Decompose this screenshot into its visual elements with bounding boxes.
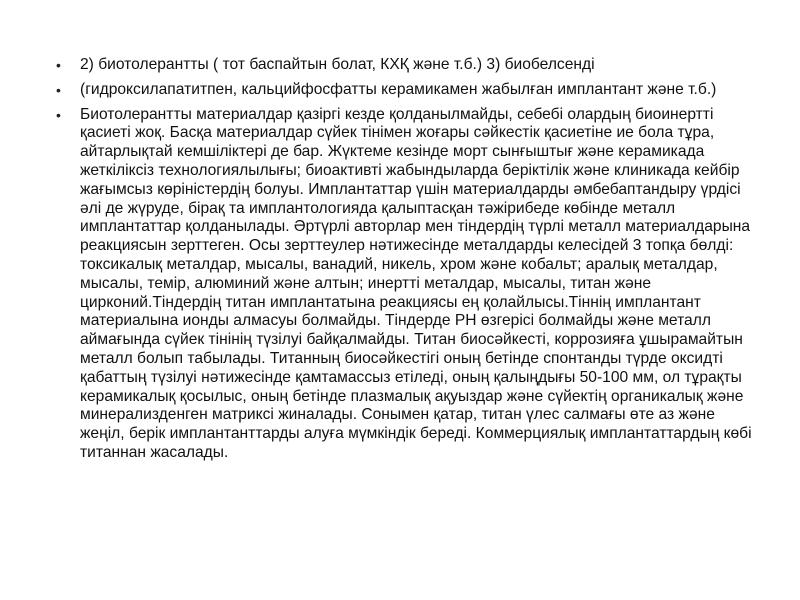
bullet-item — [56, 56, 756, 75]
bullet-list — [56, 56, 756, 469]
bullet-dot-icon: • — [56, 106, 61, 123]
bullet-dot-icon: • — [56, 57, 61, 73]
bullet-text: Биотолерантты материалдар қазіргі кезде қолданылмайды, себебі олардың биоинертті қасиеті жоқ. Басқа материалдар сүйек тінімен жоғары сәйкестік қасиетіне ие бола тұра, айтарлықтай кемшіліктері де бар. Жүктеме кезінде морт сынғыштығ және керамикада жеткіліксіз технологиялылығы; биоактивті жабындыларда беріктілік және клиникада кейбір жағымсыз көріністердің болуы. Имплантаттар үшін материалдарды әмбебаптандыру үрдісі әлі де жүруде, бірақ та имплантологияда қалыптасқан тәжірибеде көбінде металл имплантаттар қолданылады. Әртүрлі авторлар мен тіндердің түрлі металл материалдарына реакциясын зерттеген. Осы зерттеулер нәтижесінде металдарды келесідей 3 топқа бөлді: токсикалық металдар, мысалы, ванадий, никель, хром және кобальт; аралық металдар, мысалы, темір, алюминий және алтын; инертті металдар, мысалы, титан және цирконий.Тіндердің титан имплантатына реакциясы ең қолайлысы.Тіннің имплантант материалына ионды алмасуы болмайды. Тіндерде РН өзгерісі болмайды және металл аймағында сүйек тінінің түзілуі байқалмайды. Титан биосәйкесті, коррозияға ұшырамайтын металл болып табылады. Титанның биосәйкестігі оның бетінде спонтанды түрде оксидті қабаттың түзілуі нәтижесінде қамтамассыз етіледі, оның қалыңдығы 50-100 мм, ол тұрақты керамикалық қосылыс, оның бетінде плазмалық ақуыздар және сүйектің органикалық және минерализденген матриксі жиналады. Сонымен қатар, титан үлес салмағы өте аз және жеңіл, берік имплантанттарды алуға мүмкіндік береді. Коммерциялық имплантаттардың көбі титаннан жасалады. — [80, 105, 752, 461]
bullet-dot-icon: • — [56, 81, 61, 98]
bullet-text: 2) биотолерантты ( тот баспайтын болат, КХҚ және т.б.) 3) биобелсенді — [80, 56, 595, 73]
bullet-item — [56, 106, 756, 463]
bullet-text: (гидроксилапатитпен, кальцийфосфатты керамикамен жабылған имплантант және т.б.) — [80, 80, 717, 98]
bullet-item — [56, 81, 756, 100]
